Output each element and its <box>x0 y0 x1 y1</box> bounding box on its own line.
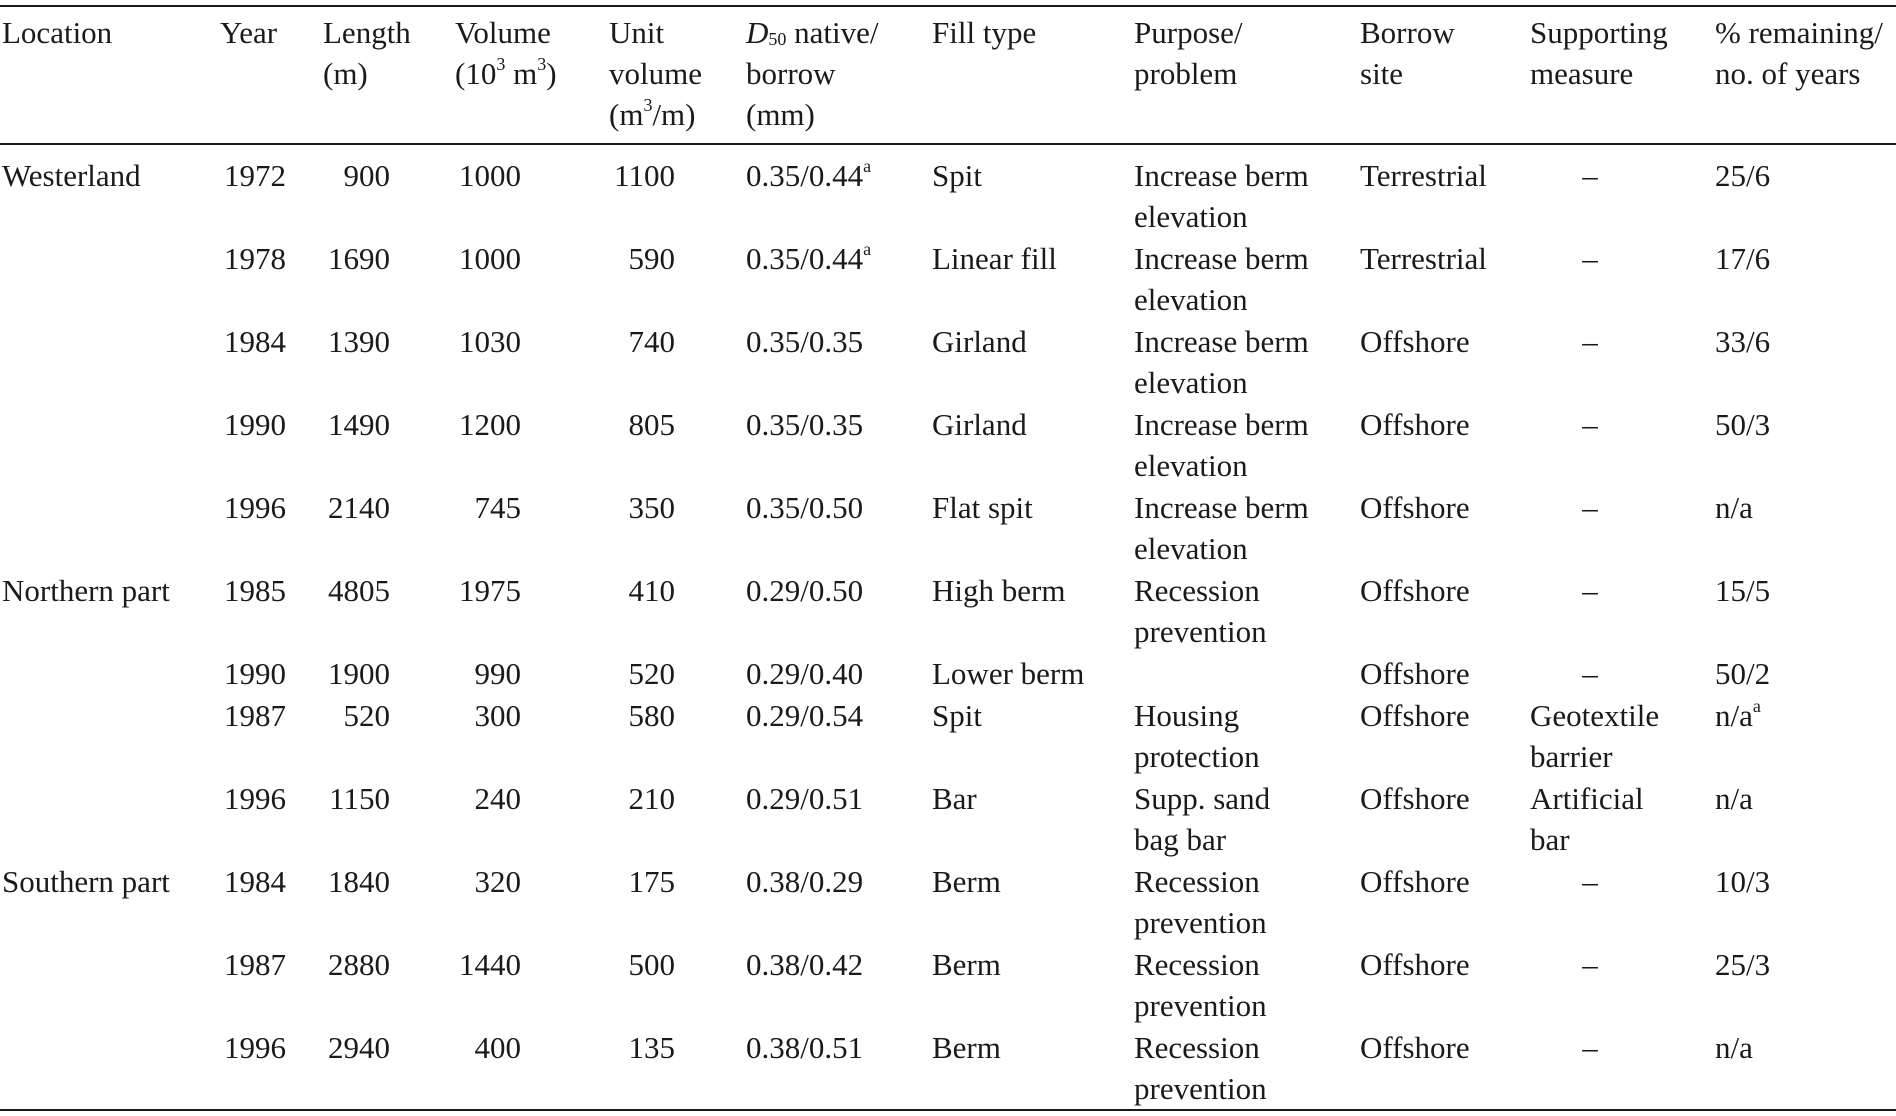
cell-volume: 1000 <box>459 158 521 193</box>
cell-unit-volume: 805 <box>628 407 675 442</box>
cell-length: 1150 <box>329 781 390 816</box>
cell-length: 1840 <box>328 864 390 899</box>
cell-year: 1987 <box>224 698 286 733</box>
table-top-rule <box>0 5 1896 7</box>
cell-length: 2140 <box>328 490 390 525</box>
cell-volume: 240 <box>474 781 521 816</box>
cell-length: 900 <box>343 158 390 193</box>
cell-volume: 745 <box>474 490 521 525</box>
cell-remaining: 10/3 <box>1715 864 1771 899</box>
cell-unit-volume: 520 <box>628 656 675 691</box>
cell-support: – <box>1582 864 1598 899</box>
header-length: Length (m) <box>323 15 411 91</box>
table-bottom-rule <box>0 1109 1896 1111</box>
cell-fill-type: Flat spit <box>932 490 1033 525</box>
cell-unit-volume: 740 <box>628 324 675 359</box>
cell-remaining: 50/2 <box>1715 656 1771 691</box>
header-borrow-site: Borrow site <box>1360 15 1455 91</box>
cell-fill-type: Lower berm <box>932 656 1085 691</box>
cell-unit-volume: 175 <box>628 864 675 899</box>
cell-purpose: Increase berm elevation <box>1134 407 1309 483</box>
cell-length: 2880 <box>328 947 390 982</box>
table-row <box>0 1027 1896 1110</box>
cell-d50: 0.29/0.54 <box>746 698 864 733</box>
cell-unit-volume: 135 <box>628 1030 675 1065</box>
cell-borrow-site: Terrestrial <box>1360 158 1487 193</box>
header-location: Location <box>2 15 113 50</box>
cell-location: Northern part <box>2 573 170 608</box>
cell-fill-type: Girland <box>932 324 1027 359</box>
cell-length: 1390 <box>328 324 390 359</box>
cell-purpose: Recession prevention <box>1134 864 1267 940</box>
cell-d50: 0.29/0.51 <box>746 781 864 816</box>
cell-remaining: 25/6 <box>1715 158 1771 193</box>
cell-unit-volume: 1100 <box>614 158 675 193</box>
table-row <box>0 861 1896 944</box>
cell-borrow-site: Offshore <box>1360 781 1470 816</box>
cell-support: – <box>1582 656 1598 691</box>
header-supporting-measure: Supporting measure <box>1530 15 1668 91</box>
cell-fill-type: Linear fill <box>932 241 1057 276</box>
cell-borrow-site: Offshore <box>1360 407 1470 442</box>
cell-d50: 0.35/0.35 <box>746 324 864 359</box>
header-year: Year <box>220 15 278 50</box>
cell-unit-volume: 580 <box>628 698 675 733</box>
cell-support: – <box>1582 1030 1598 1065</box>
cell-year: 1996 <box>224 490 286 525</box>
cell-unit-volume: 500 <box>628 947 675 982</box>
cell-support: – <box>1582 407 1598 442</box>
cell-length: 520 <box>343 698 390 733</box>
cell-volume: 1975 <box>459 573 521 608</box>
cell-borrow-site: Offshore <box>1360 1030 1470 1065</box>
cell-d50: 0.35/0.50 <box>746 490 864 525</box>
cell-volume: 990 <box>474 656 521 691</box>
cell-unit-volume: 590 <box>628 241 675 276</box>
cell-volume: 1200 <box>459 407 521 442</box>
header-remaining: % remaining/ no. of years <box>1715 15 1883 91</box>
cell-remaining: 15/5 <box>1715 573 1771 608</box>
cell-purpose: Recession prevention <box>1134 1030 1267 1106</box>
cell-d50: 0.35/0.44$^a$ <box>746 155 872 193</box>
cell-volume: 300 <box>474 698 521 733</box>
cell-year: 1985 <box>224 573 286 608</box>
cell-remaining: n/a <box>1715 781 1753 816</box>
cell-fill-type: High berm <box>932 573 1066 608</box>
cell-remaining: 50/3 <box>1715 407 1771 442</box>
table-row <box>0 155 1896 238</box>
cell-support: – <box>1582 573 1598 608</box>
table-row <box>0 570 1896 653</box>
cell-volume: 320 <box>474 864 521 899</box>
cell-support: Geotextile barrier <box>1530 698 1660 774</box>
cell-support: – <box>1582 158 1598 193</box>
cell-year: 1996 <box>224 781 286 816</box>
cell-unit-volume: 350 <box>628 490 675 525</box>
cell-d50: 0.38/0.42 <box>746 947 864 982</box>
cell-remaining: n/a <box>1715 1030 1753 1065</box>
cell-support: – <box>1582 324 1598 359</box>
cell-borrow-site: Offshore <box>1360 864 1470 899</box>
cell-d50: 0.35/0.44$^a$ <box>746 238 872 276</box>
cell-year: 1990 <box>224 656 286 691</box>
cell-fill-type: Spit <box>932 698 982 733</box>
header-unit-volume: Unit volume $(m^3/m)$ <box>609 15 702 132</box>
cell-d50: 0.29/0.40 <box>746 656 864 691</box>
cell-support: Artificial bar <box>1530 781 1644 857</box>
cell-d50: 0.38/0.29 <box>746 864 864 899</box>
table-row <box>0 238 1896 321</box>
cell-purpose: Supp. sand bag bar <box>1134 781 1271 857</box>
cell-borrow-site: Offshore <box>1360 490 1470 525</box>
cell-purpose: Recession prevention <box>1134 573 1267 649</box>
cell-volume: 1440 <box>459 947 521 982</box>
cell-purpose: Increase berm elevation <box>1134 490 1309 566</box>
cell-purpose: Recession prevention <box>1134 947 1267 1023</box>
cell-fill-type: Girland <box>932 407 1027 442</box>
table-row <box>0 487 1896 570</box>
cell-remaining: n/a <box>1715 490 1753 525</box>
cell-year: 1984 <box>224 864 286 899</box>
cell-remaining: 33/6 <box>1715 324 1771 359</box>
cell-year: 1987 <box>224 947 286 982</box>
cell-year: 1996 <box>224 1030 286 1065</box>
cell-borrow-site: Offshore <box>1360 573 1470 608</box>
cell-year: 1990 <box>224 407 286 442</box>
cell-year: 1984 <box>224 324 286 359</box>
cell-remaining: $n/a^a$ <box>1715 695 1761 733</box>
table-header-rule <box>0 143 1896 145</box>
cell-fill-type: Spit <box>932 158 982 193</box>
cell-year: 1972 <box>224 158 286 193</box>
cell-volume: 1030 <box>459 324 521 359</box>
cell-volume: 1000 <box>459 241 521 276</box>
cell-support: – <box>1582 241 1598 276</box>
table-row <box>0 778 1896 861</box>
cell-d50: 0.35/0.35 <box>746 407 864 442</box>
header-volume: Volume ($10^3$ $m^3$) <box>455 15 557 91</box>
cell-fill-type: Bar <box>932 781 977 816</box>
header-purpose: Purpose/ problem <box>1134 15 1243 91</box>
cell-borrow-site: Offshore <box>1360 698 1470 733</box>
cell-length: 4805 <box>328 573 390 608</box>
cell-remaining: 25/3 <box>1715 947 1771 982</box>
table-row <box>0 944 1896 1027</box>
cell-support: – <box>1582 947 1598 982</box>
cell-d50: 0.29/0.50 <box>746 573 864 608</box>
cell-length: 2940 <box>328 1030 390 1065</box>
cell-location: Westerland <box>2 158 141 193</box>
cell-borrow-site: Offshore <box>1360 947 1470 982</box>
cell-borrow-site: Offshore <box>1360 324 1470 359</box>
table-row <box>0 321 1896 404</box>
cell-length: 1900 <box>328 656 390 691</box>
cell-purpose: Housing protection <box>1134 698 1260 774</box>
header-d50: $D_{50}$ native/ borrow (mm) <box>746 15 879 132</box>
cell-borrow-site: Terrestrial <box>1360 241 1487 276</box>
table-row <box>0 404 1896 487</box>
cell-length: 1490 <box>328 407 390 442</box>
cell-unit-volume: 410 <box>628 573 675 608</box>
cell-purpose <box>1134 653 1354 694</box>
cell-remaining: 17/6 <box>1715 241 1771 276</box>
cell-borrow-site: Offshore <box>1360 656 1470 691</box>
cell-location: Southern part <box>2 864 170 899</box>
cell-fill-type: Berm <box>932 864 1001 899</box>
cell-fill-type: Berm <box>932 947 1001 982</box>
cell-unit-volume: 210 <box>628 781 675 816</box>
cell-fill-type: Berm <box>932 1030 1001 1065</box>
cell-d50: 0.38/0.51 <box>746 1030 864 1065</box>
cell-length: 1690 <box>328 241 390 276</box>
table-row <box>0 695 1896 778</box>
cell-purpose: Increase berm elevation <box>1134 158 1309 234</box>
cell-volume: 400 <box>474 1030 521 1065</box>
header-fill-type: Fill type <box>932 15 1037 50</box>
cell-year: 1978 <box>224 241 286 276</box>
cell-support: – <box>1582 490 1598 525</box>
cell-purpose: Increase berm elevation <box>1134 241 1309 317</box>
cell-purpose: Increase berm elevation <box>1134 324 1309 400</box>
